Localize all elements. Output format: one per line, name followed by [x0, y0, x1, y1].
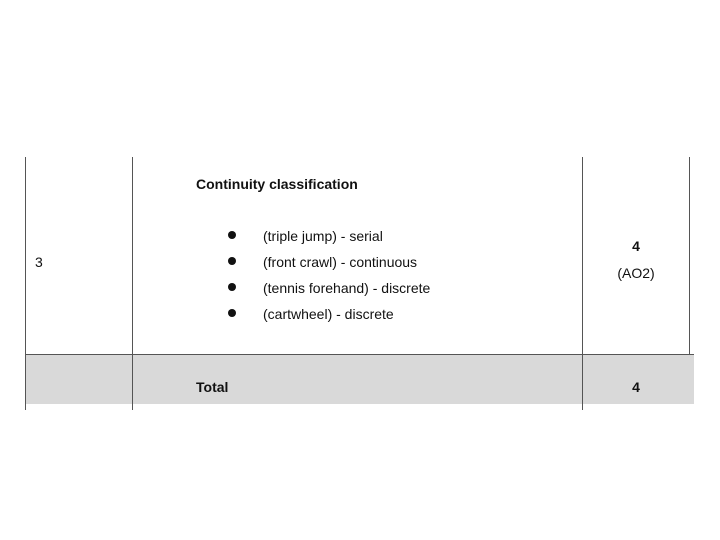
column-divider: [25, 157, 26, 410]
answer-text: (cartwheel) - discrete: [263, 306, 394, 322]
total-marks: 4: [632, 379, 640, 395]
answer-text: (front crawl) - continuous: [263, 254, 418, 270]
bullet-icon: [228, 257, 236, 265]
column-divider: [132, 157, 133, 410]
bullet-icon: [228, 231, 236, 239]
bullet-icon: [228, 283, 236, 291]
question-number: 3: [35, 254, 43, 270]
column-divider: [582, 157, 583, 410]
assessment-objective: (AO2): [617, 265, 655, 281]
total-label: Total: [196, 379, 229, 395]
row-divider: [26, 354, 694, 355]
answer-heading: Continuity classification: [196, 176, 358, 192]
answer-text: (triple jump) - serial: [263, 228, 383, 244]
bullet-icon: [228, 309, 236, 317]
answer-text: (tennis forehand) - discrete: [263, 280, 431, 296]
marks-value: 4: [632, 238, 640, 254]
column-divider: [689, 157, 690, 355]
